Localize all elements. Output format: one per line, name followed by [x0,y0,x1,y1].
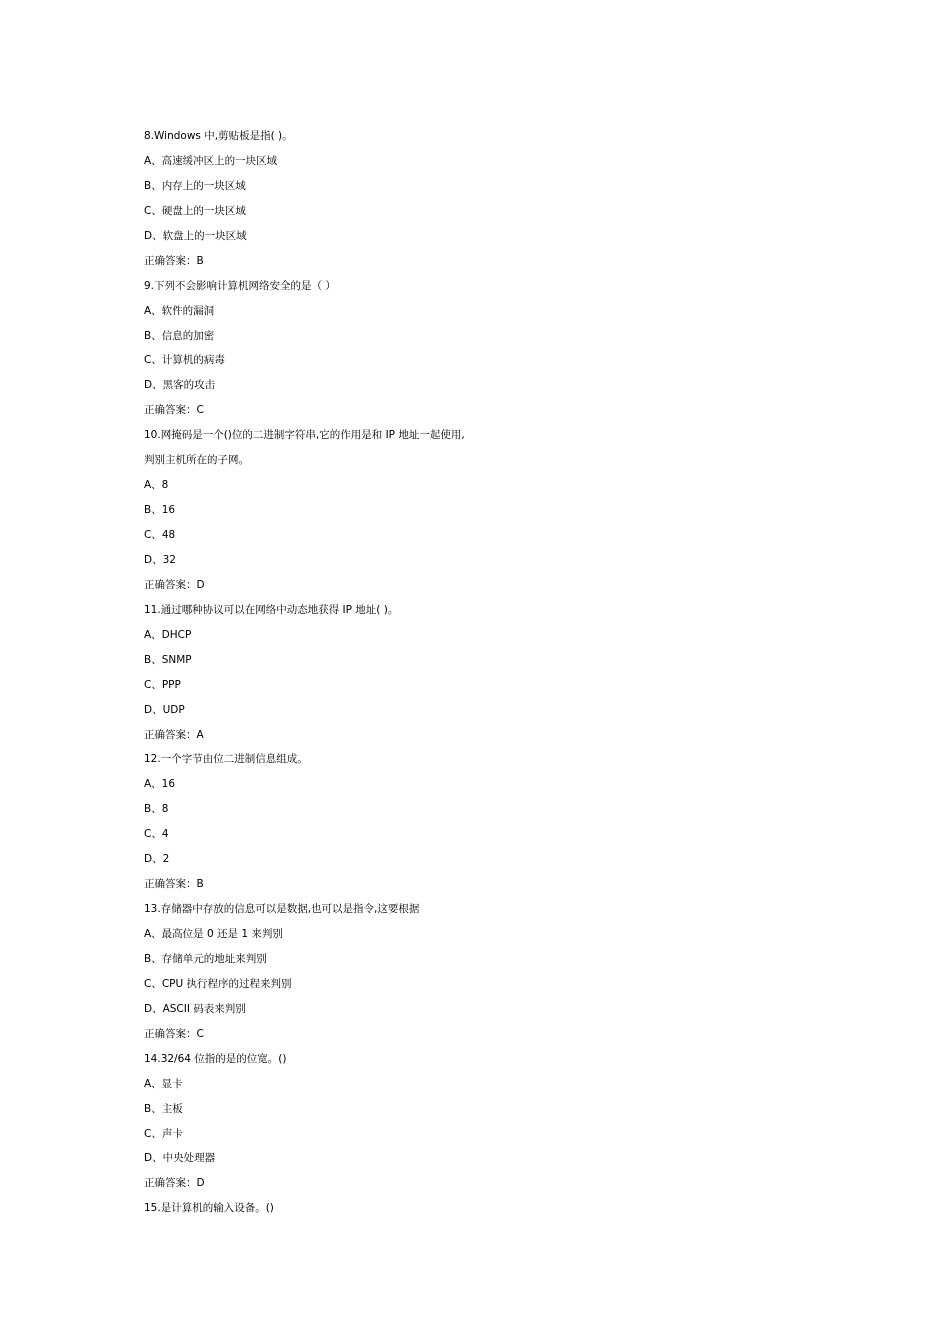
question-8-option-d: D、软盘上的一块区域 [144,229,247,242]
question-10-option-b: B、16 [144,504,176,517]
question-12-option-b: B、8 [144,803,169,816]
question-13-option-a: A、最高位是 0 还是 1 来判别 [144,928,283,940]
question-11-option-b: B、SNMP [144,653,192,666]
question-12-answer: 正确答案：B [144,878,204,891]
question-9-option-a: A、软件的漏洞 [144,304,215,317]
question-9-option-d: D、黑客的攻击 [144,379,216,392]
question-14-option-a: A、显卡 [144,1077,183,1090]
question-11-option-d: D、UDP [144,703,185,716]
question-9-option-c: C、计算机的病毒 [144,354,225,367]
question-11-option-c: C、PPP [144,678,181,691]
question-9-option-b: B、信息的加密 [144,329,215,342]
question-8-option-c: C、硬盘上的一块区域 [144,204,246,217]
question-13-option-b: B、存储单元的地址来判别 [144,952,267,965]
question-13-answer: 正确答案：C [144,1027,204,1040]
question-12-option-a: A、16 [144,778,176,791]
question-10-option-a: A、8 [144,479,169,492]
question-13-option-d: D、ASCII 码表来判别 [144,1002,246,1015]
question-10-option-d: D、32 [144,553,176,566]
question-13-text: 13.存储器中存放的信息可以是数据,也可以是指令,这要根据 [144,903,420,916]
question-8-option-a: A、高速缓冲区上的一块区域 [144,154,278,167]
question-9-text: 9.下列不会影响计算机网络安全的是（ ） [144,279,336,292]
question-14-text: 14.32/64 位指的是的位宽。() [144,1052,287,1065]
question-10-answer: 正确答案：D [144,578,205,591]
question-10-text: 10.网掩码是一个()位的二进制字符串,它的作用是和 IP 地址一起使用, [144,429,465,442]
question-11-answer: 正确答案：A [144,728,204,741]
question-10-option-c: C、48 [144,529,176,541]
question-14-option-d: D、中央处理器 [144,1152,216,1165]
question-8-option-b: B、内存上的一块区域 [144,179,246,192]
question-8-text: 8.Windows 中,剪贴板是指( )。 [144,130,293,142]
question-12-option-d: D、2 [144,853,170,866]
question-11-text: 11.通过哪种协议可以在网络中动态地获得 IP 地址( )。 [144,603,399,616]
question-9-answer: 正确答案：C [144,404,204,417]
question-14-option-b: B、主板 [144,1102,183,1115]
question-11-option-a: A、DHCP [144,628,192,641]
question-8-answer: 正确答案：B [144,254,204,267]
question-15-text: 15.是计算机的输入设备。() [144,1202,274,1215]
question-12-option-c: C、4 [144,828,169,841]
question-12-text: 12.一个字节由位二进制信息组成。 [144,753,308,766]
question-13-option-c: C、CPU 执行程序的过程来判别 [144,977,292,990]
question-14-option-c: C、声卡 [144,1127,183,1140]
question-10-text-continued: 判别主机所在的子网。 [144,454,249,467]
question-14-answer: 正确答案：D [144,1177,205,1190]
document-page [144,126,844,1223]
